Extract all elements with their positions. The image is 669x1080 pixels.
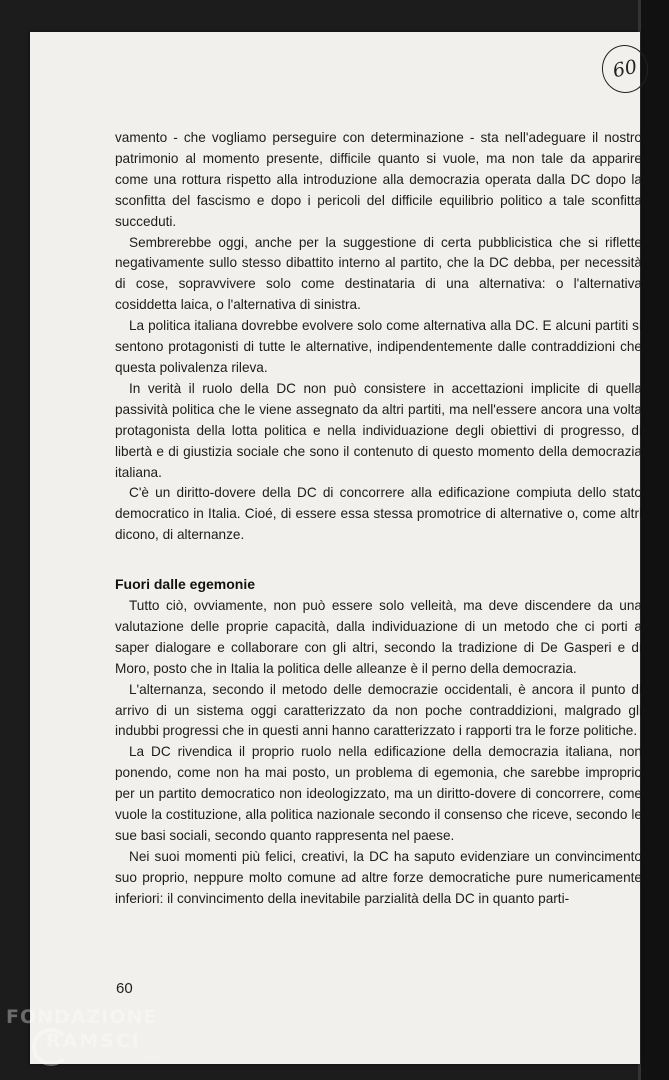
- fondazione-gramsci-watermark: [6, 1006, 166, 1061]
- paragraph: Sembrerebbe oggi, anche per la suggestione di certa pubblicistica che si riflette negativamente sullo stesso dibattito interno al partito, che la DC debba, per necessità di cose, sopravvivere solo come destinataria di una alternativa: o l'alternativa cosiddetta laica, o l'alternativa di sinistra.: [115, 234, 642, 313]
- paragraph: Nei suoi momenti più felici, creativi, la DC ha saputo evidenziare un convincimento suo proprio, neppure molto comune ad altre forze democratiche pure numericamente inferiori: il convincimento della inevitabile parzialità della DC in quanto parti-: [115, 848, 642, 906]
- page-number: 60: [116, 980, 133, 997]
- watermark-line2: RAMSCI: [46, 1030, 141, 1052]
- paragraph: La DC rivendica il proprio ruolo nella edificazione della democrazia italiana, non ponendo, come non ha mai posto, un problema di egemonia, che sarebbe improprio per un partito democratico non ideologizzato, ma un diritto-dovere di concorrere, come vuole la costituzione, alla politica nazionale secondo il consenso che riceve, secondo le sue basi sociali, secondo quanto rappresenta nel paese.: [115, 744, 642, 843]
- paragraph: vamento - che vogliamo perseguire con determinazione - sta nell'adeguare il nostro patrimonio al momento presente, difficile quanto si vuole, ma non tale da apparire come una rottura rispetto alla introduzione alla democrazia operata dalla DC dopo la sconfitta del fascismo e dopo i pericoli del difficile equilibrio politico a tale sconfitta succeduti.: [115, 130, 642, 229]
- watermark-g-logo-icon: [32, 1028, 70, 1066]
- section-heading: Fuori dalle egemonie: [115, 576, 256, 592]
- paragraph: La politica italiana dovrebbe evolvere solo come alternativa alla DC. E alcuni partiti si sentono protagonisti di tutte le alternative, indipendentemente dalle contraddizioni che questa polivalenza rileva.: [115, 318, 642, 375]
- body-text-section: [115, 596, 642, 910]
- watermark-small: onlus: [142, 1054, 159, 1061]
- scanner-edge: [638, 0, 669, 1080]
- folio-number-text: 60: [610, 55, 640, 83]
- paragraph: C'è un diritto-dovere della DC di concorrere alla edificazione compiuta dello stato democratico in Italia. Cioé, di essere essa stessa promotrice di alternative o, come altri dicono, di alternanze.: [115, 485, 642, 543]
- watermark-line1: FONDAZIONE: [6, 1006, 158, 1028]
- body-text-top: [115, 128, 642, 546]
- paragraph: Tutto ciò, ovviamente, non può essere solo velleità, ma deve discendere da una valutazione delle proprie capacità, dalla individuazione di un metodo che ci porti a saper dialogare e collaborare con gli altri, secondo la tradizione di De Gasperi e di Moro, posto che in Italia la politica delle alleanze è il perno della democrazia.: [115, 598, 642, 676]
- paragraph: In verità il ruolo della DC non può consistere in accettazioni implicite di quella passività politica che le viene assegnato da altri partiti, ma nell'essere ancora una volta protagonista della lotta politica e nella individuazione degli obiettivi di progresso, di libertà e di giustizia sociale che sono il contenuto di questo momento della democrazia italiana.: [115, 380, 642, 480]
- paragraph: L'alternanza, secondo il metodo delle democrazie occidentali, è ancora il punto di arrivo di un sistema oggi caratterizzato da non poche contraddizioni, malgrado gli indubbi progressi che in questi anni hanno caratterizzato i rapporti tra le forze politiche.: [115, 681, 642, 739]
